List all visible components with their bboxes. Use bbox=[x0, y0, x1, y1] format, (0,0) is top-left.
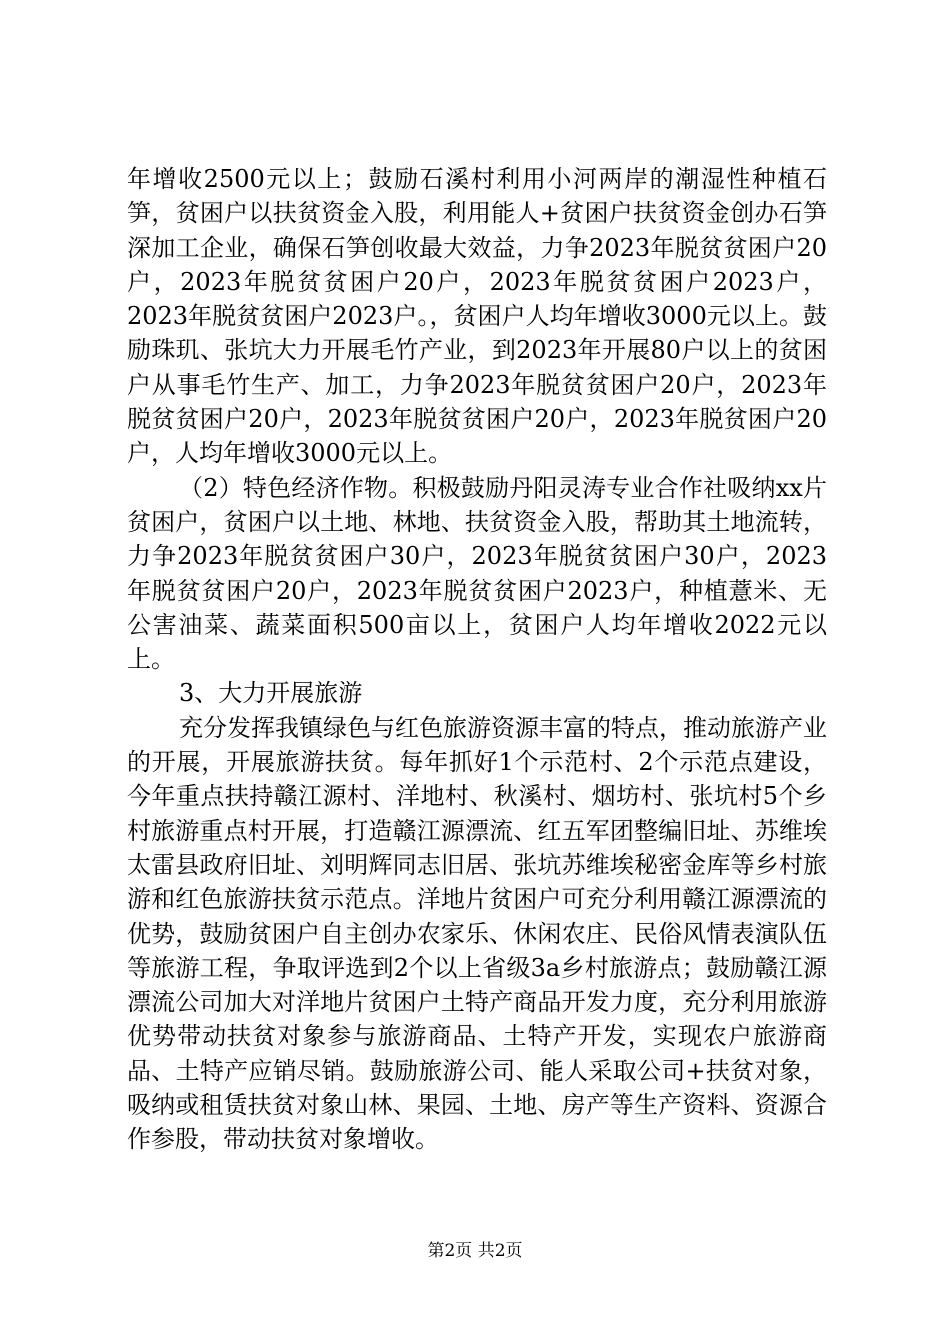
section-heading: 3、大力开展旅游 bbox=[179, 679, 363, 708]
page-footer: 第2页 共2页 bbox=[427, 1241, 523, 1261]
document-body bbox=[127, 162, 827, 1157]
paragraph: 充分发挥我镇绿色与红色旅游资源丰富的特点，推动旅游产业的开展，开展旅游扶贫。每年抓好1个示范村、2个示范点建设，今年重点扶持赣江源村、洋地村、秋溪村、烟坊村、张坑村5个乡村旅游重点村开展，打造赣江源漂流、红五军团整编旧址、苏维埃太雷县政府旧址、刘明辉同志旧居、张坑苏维埃秘密金库等乡村旅游和红色旅游扶贫示范点。洋地片贫困户可充分利用赣江源漂流的优势，鼓励贫困户自主创办农家乐、休闲农庄、民俗风情表演队伍等旅游工程，争取评选到2个以上省级3a乡村旅游点；鼓励赣江源漂流公司加大对洋地片贫困户土特产商品开发力度，充分利用旅游优势带动扶贫对象参与旅游商品、土特产开发，实现农户旅游商品、土特产应销尽销。鼓励旅游公司、能人采取公司+扶贫对象，吸纳或租赁扶贫对象山林、果园、土地、房产等生产资料、资源合作参股，带动扶贫对象增收。 bbox=[127, 713, 827, 1154]
paragraph: 年增收2500元以上；鼓励石溪村利用小河两岸的潮湿性种植石笋，贫困户以扶贫资金入股，利用能人+贫困户扶贫资金创办石笋深加工企业，确保石笋创收最大效益，力争2023年脱贫贫困户20户，2023年脱贫贫困户20户，2023年脱贫贫困户2023户，2023年脱贫贫困户2023户。，贫困户人均年增收3000元以上。鼓励珠玑、张坑大力开展毛竹产业，到2023年开展80户以上的贫困户从事毛竹生产、加工，力争2023年脱贫贫困户20户，2023年脱贫贫困户20户，2023年脱贫贫困户20户，2023年脱贫困户20户，人均年增收3000元以上。 bbox=[127, 165, 827, 468]
paragraph: （2）特色经济作物。积极鼓励丹阳灵涛专业合作社吸纳xx片贫困户，贫困户以土地、林地、扶贫资金入股，帮助其土地流转，力争2023年脱贫贫困户30户，2023年脱贫贫困户30户，2023年脱贫贫困户20户，2023年脱贫贫困户2023户，种植薏米、无公害油菜、蔬菜面积500亩以上，贫困户人均年增收2022元以上。 bbox=[127, 473, 827, 674]
